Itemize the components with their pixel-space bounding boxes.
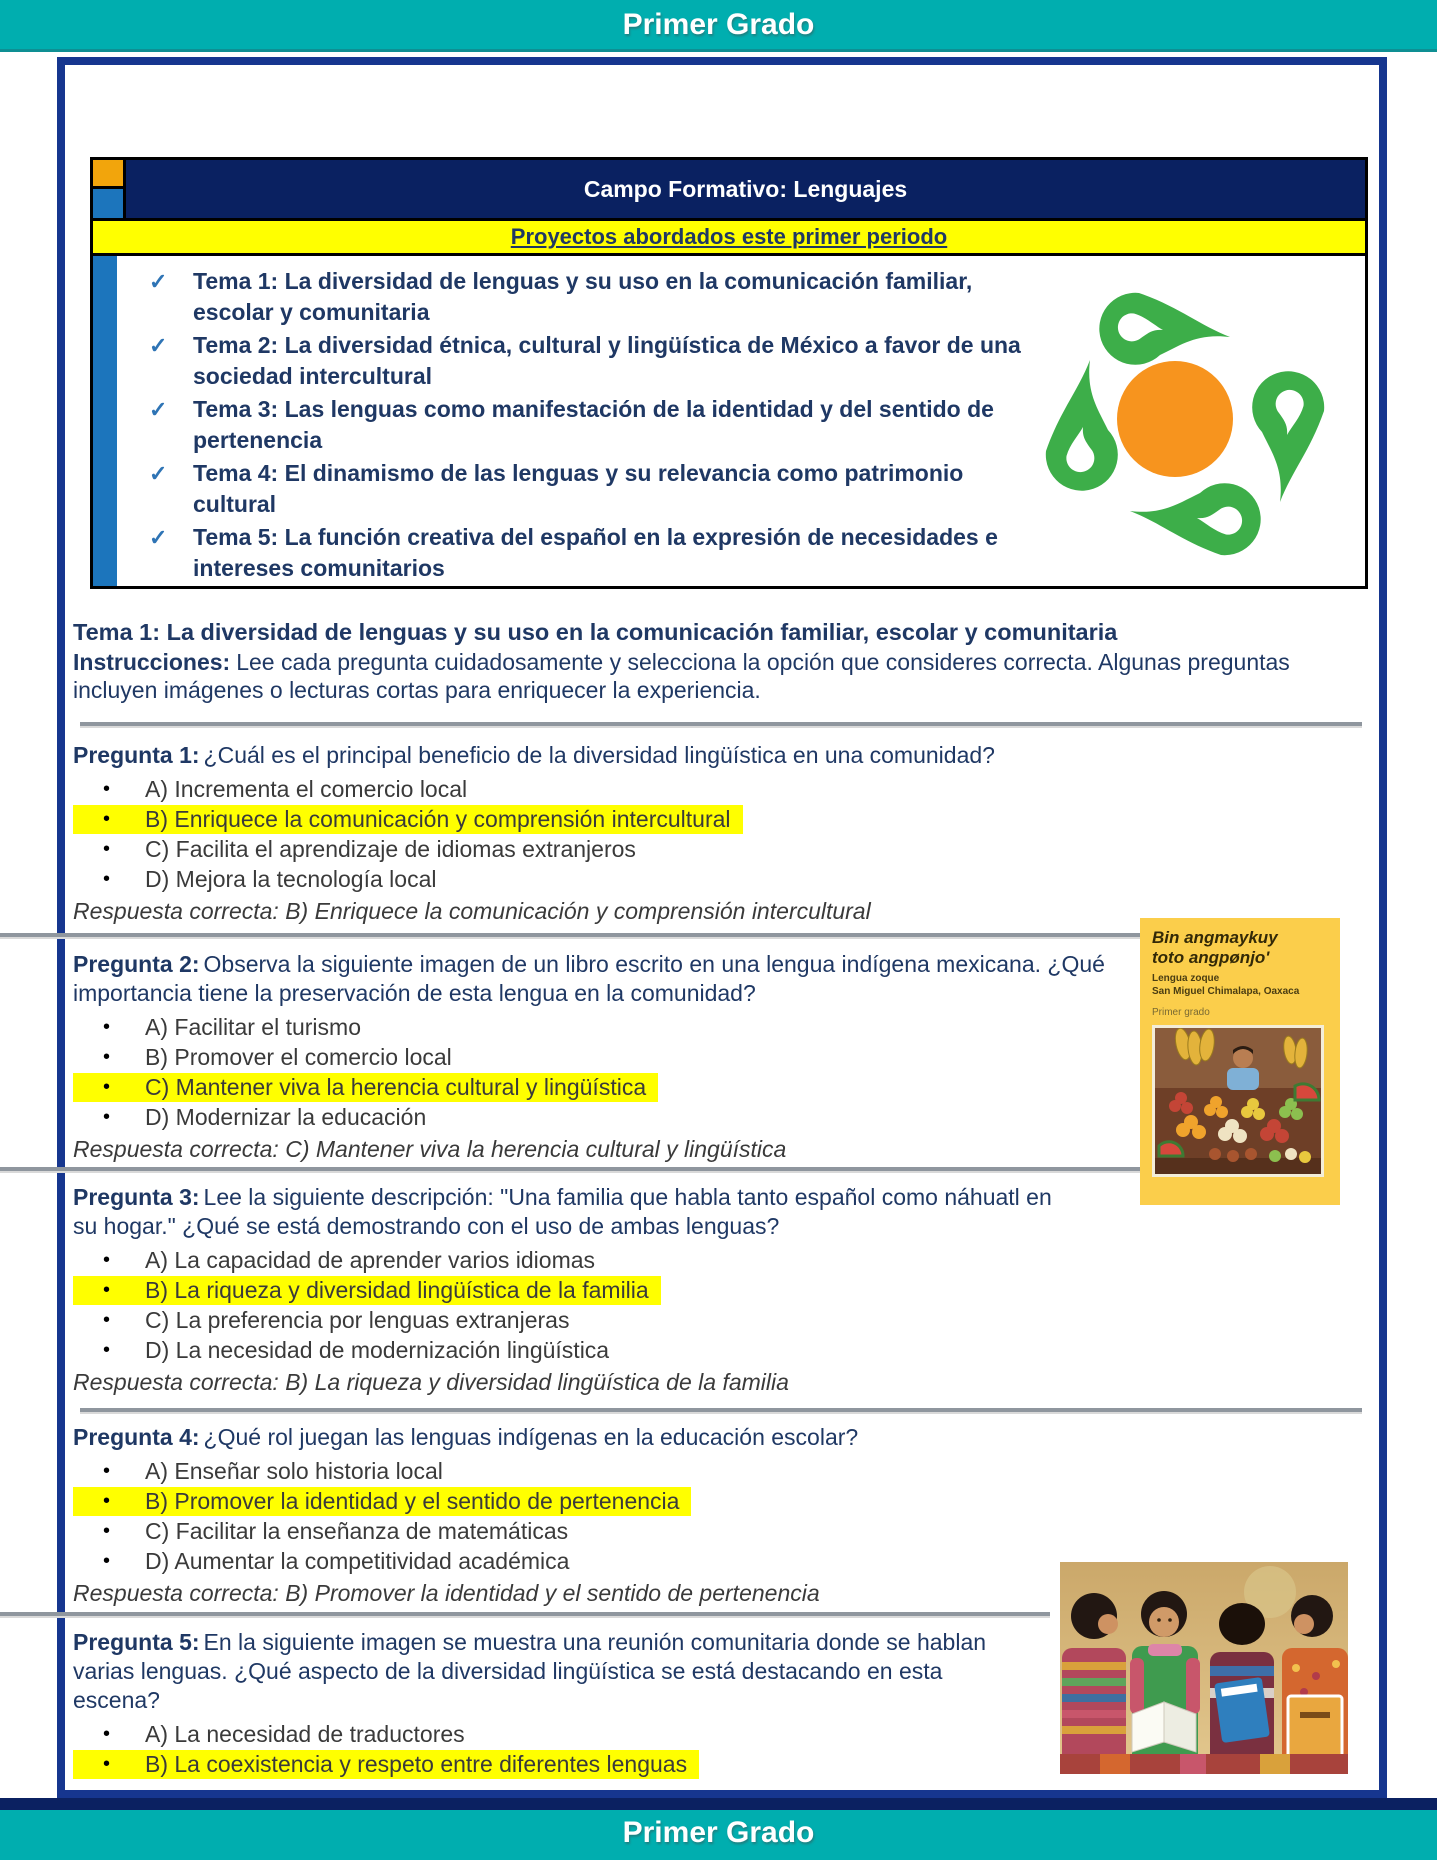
- option-item-highlighted: [73, 805, 743, 834]
- options-list: [73, 1457, 1359, 1576]
- question-text: [73, 1183, 1079, 1241]
- question-body: ¿Qué rol juegan las lenguas indígenas en la educación escolar?: [203, 1424, 859, 1450]
- option-item-highlighted: [73, 1276, 661, 1305]
- proyectos-subheader: Proyectos abordados este primer periodo: [93, 218, 1365, 256]
- option-text: C) Facilita el aprendizaje de idiomas extranjeros: [145, 836, 636, 862]
- section-divider: [0, 933, 1140, 939]
- option-text: C) Mantener viva la herencia cultural y lingüística: [145, 1074, 647, 1100]
- section-divider: [80, 722, 1362, 728]
- option-text: A) La necesidad de traductores: [145, 1721, 465, 1747]
- tema-text: Tema 3: Las lenguas como manifestación de la identidad y del sentido de pertenencia: [193, 396, 994, 453]
- option-item: [73, 1547, 581, 1576]
- option-item: [73, 865, 448, 894]
- option-item: [73, 1517, 580, 1546]
- bullet-icon: •: [103, 1723, 111, 1745]
- options-list: [73, 1246, 1079, 1365]
- option-text: B) Promover la identidad y el sentido de pertenencia: [145, 1488, 680, 1514]
- bullet-icon: •: [103, 1753, 111, 1775]
- answer-text: Respuesta correcta: B) Promover la identidad y el sentido de pertenencia: [73, 1580, 820, 1606]
- bullet-icon: •: [103, 1016, 111, 1038]
- checkmark-icon: ✓: [149, 525, 168, 550]
- options-list: [73, 1720, 1009, 1779]
- question-block: [65, 1183, 1379, 1396]
- bullet-icon: •: [103, 1490, 111, 1512]
- question-text: [73, 950, 1114, 1008]
- campo-formativo-header: Campo Formativo: Lenguajes: [126, 160, 1365, 218]
- section-divider: [0, 1612, 1050, 1618]
- option-item-highlighted: [73, 1073, 658, 1102]
- options-list: [73, 1013, 1114, 1132]
- book-grade-label: Primer grado: [1152, 1007, 1210, 1018]
- bullet-icon: •: [103, 778, 111, 800]
- book-subtitle-line1: Lengua zoque: [1152, 973, 1220, 984]
- bullet-icon: •: [103, 868, 111, 890]
- option-item: [73, 1246, 607, 1275]
- question-label: Pregunta 5:: [73, 1629, 200, 1655]
- tema-item: [141, 266, 1021, 328]
- question-label: Pregunta 2:: [73, 951, 200, 977]
- bullet-icon: •: [103, 808, 111, 830]
- bullet-icon: •: [103, 1046, 111, 1068]
- option-item: [73, 1336, 621, 1365]
- tema-section-title: Tema 1: La diversidad de lenguas y su uso en la comunicación familiar, escolar y comunitaria: [73, 619, 1118, 645]
- bottom-banner: [0, 1810, 1437, 1860]
- publisher-logo: [1020, 257, 1340, 587]
- tema-text: Tema 2: La diversidad étnica, cultural y lingüística de México a favor de una sociedad intercultural: [193, 332, 1021, 389]
- options-list: [73, 775, 1359, 894]
- tema-text: Tema 4: El dinamismo de las lenguas y su relevancia como patrimonio cultural: [193, 460, 964, 517]
- question-body: En la siguiente imagen se muestra una reunión comunitaria donde se hablan varias lenguas. ¿Qué aspecto de la diversidad lingüística se está destacando en esta escena?: [73, 1629, 987, 1713]
- question-block: [65, 1423, 1379, 1607]
- blue-cell: [93, 189, 123, 218]
- option-item: [73, 1720, 477, 1749]
- bullet-icon: •: [103, 1550, 111, 1572]
- option-item: [73, 1013, 373, 1042]
- blue-side-strip: [93, 256, 117, 586]
- question-label: Pregunta 4:: [73, 1424, 200, 1450]
- amber-cell: [93, 160, 123, 189]
- question-label: Pregunta 1:: [73, 742, 200, 768]
- option-item: [73, 1103, 438, 1132]
- page-frame: [57, 57, 1387, 1798]
- option-item: [73, 1306, 581, 1335]
- option-text: D) Aumentar la competitividad académica: [145, 1548, 570, 1574]
- temas-list: [141, 266, 1021, 584]
- section-divider: [80, 1408, 1362, 1414]
- top-banner: [0, 0, 1437, 52]
- section-intro: [65, 617, 1379, 704]
- answer-text: Respuesta correcta: B) La riqueza y diversidad lingüística de la familia: [73, 1369, 789, 1395]
- answer-text: Respuesta correcta: B) Enriquece la comunicación y comprensión intercultural: [73, 898, 871, 924]
- answer-text: Respuesta correcta: C) Mantener viva la herencia cultural y lingüística: [73, 1136, 787, 1162]
- book-title-line2: toto angpønjo': [1152, 948, 1270, 967]
- checkmark-icon: ✓: [149, 397, 168, 422]
- question-block: [65, 741, 1379, 925]
- instructions: [73, 648, 1355, 704]
- tema-item: [141, 394, 1021, 456]
- checkmark-icon: ✓: [149, 333, 168, 358]
- instructions-text: Lee cada pregunta cuidadosamente y selecciona la opción que consideres correcta. Algunas preguntas incluyen imágenes o lecturas cortas para enriquecer la experiencia.: [73, 649, 1290, 703]
- option-text: C) La preferencia por lenguas extranjeras: [145, 1307, 570, 1333]
- option-text: B) Promover el comercio local: [145, 1044, 452, 1070]
- option-item-highlighted: [73, 1487, 691, 1516]
- option-text: A) Incrementa el comercio local: [145, 776, 468, 802]
- question-body: Lee la siguiente descripción: "Una familia que habla tanto español como náhuatl en su hogar." ¿Qué se está demostrando con el uso de ambas lenguas?: [73, 1184, 1052, 1239]
- bullet-icon: •: [103, 1076, 111, 1098]
- option-text: C) Facilitar la enseñanza de matemáticas: [145, 1518, 569, 1544]
- question-block: [65, 950, 1379, 1163]
- bullet-icon: •: [103, 1339, 111, 1361]
- quotation-marks-logo-graphic: [1020, 257, 1340, 587]
- question-text: [73, 1423, 1359, 1452]
- bullet-icon: •: [103, 838, 111, 860]
- footer-navy-line: [0, 1798, 1437, 1810]
- question-body: ¿Cuál es el principal beneficio de la diversidad lingüística en una comunidad?: [203, 742, 995, 768]
- question-label: Pregunta 3:: [73, 1184, 200, 1210]
- bottom-banner-title: Primer Grado: [622, 1816, 815, 1849]
- option-text: D) La necesidad de modernización lingüística: [145, 1337, 610, 1363]
- instructions-label: Instrucciones:: [73, 649, 231, 675]
- tema-text: Tema 1: La diversidad de lenguas y su uso en la comunicación familiar, escolar y comunitaria: [193, 268, 973, 325]
- logo-orange-circle: [1117, 361, 1233, 477]
- option-text: A) Enseñar solo historia local: [145, 1458, 443, 1484]
- bullet-icon: •: [103, 1106, 111, 1128]
- option-item-highlighted: [73, 1750, 699, 1779]
- option-text: B) La coexistencia y respeto entre diferentes lenguas: [145, 1751, 688, 1777]
- book-title-line1: Bin angmaykuy: [1152, 928, 1278, 947]
- option-item: [73, 835, 648, 864]
- question-text: [73, 1628, 1009, 1715]
- option-item: [73, 1043, 464, 1072]
- table-header-row: [93, 160, 1365, 218]
- tema-item: [141, 458, 1021, 520]
- bullet-icon: •: [103, 1309, 111, 1331]
- bullet-icon: •: [103, 1520, 111, 1542]
- checkmark-icon: ✓: [149, 461, 168, 486]
- bullet-icon: •: [103, 1249, 111, 1271]
- checkmark-icon: ✓: [149, 269, 168, 294]
- table-corner-cell: [93, 160, 126, 218]
- section-divider: [0, 1167, 1140, 1173]
- option-item: [73, 1457, 455, 1486]
- tema-text: Tema 5: La función creativa del español en la expresión de necesidades e intereses comunitarios: [193, 524, 998, 581]
- option-text: A) Facilitar el turismo: [145, 1014, 361, 1040]
- question-body: Observa la siguiente imagen de un libro escrito en una lengua indígena mexicana. ¿Qué importancia tiene la preservación de esta lengua en la comunidad?: [73, 951, 1105, 1006]
- option-text: B) Enriquece la comunicación y comprensión intercultural: [145, 806, 731, 832]
- question-block: [65, 1628, 1379, 1782]
- option-item: [73, 775, 479, 804]
- option-text: D) Modernizar la educación: [145, 1104, 427, 1130]
- tema-item: [141, 330, 1021, 392]
- option-text: D) Mejora la tecnología local: [145, 866, 437, 892]
- bullet-icon: •: [103, 1279, 111, 1301]
- top-banner-title: Primer Grado: [622, 8, 815, 41]
- question-text: [73, 741, 1359, 770]
- option-text: A) La capacidad de aprender varios idiomas: [145, 1247, 596, 1273]
- bullet-icon: •: [103, 1460, 111, 1482]
- option-text: B) La riqueza y diversidad lingüística de la familia: [145, 1277, 649, 1303]
- book-subtitle-line2: San Miguel Chimalapa, Oaxaca: [1152, 986, 1300, 997]
- tema-item: [141, 522, 1021, 584]
